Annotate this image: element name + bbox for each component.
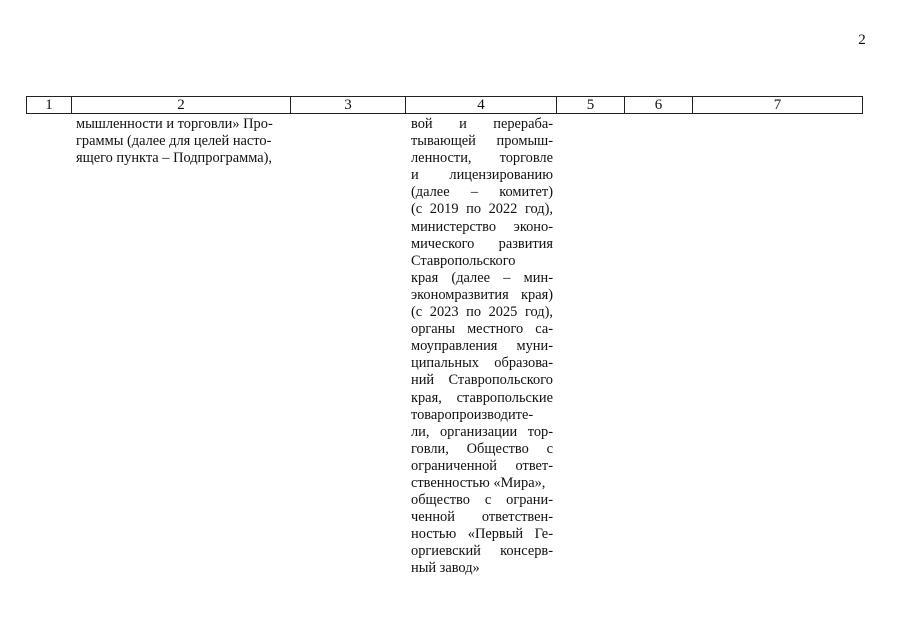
column-4-line: вой и перераба- bbox=[411, 116, 553, 132]
page-number: 2 bbox=[858, 32, 866, 48]
column-4-line: ний Ставропольского bbox=[411, 372, 553, 389]
column-4-line: органы местного са- bbox=[411, 321, 553, 338]
column-4-line: общество с ограни- bbox=[411, 492, 553, 509]
column-4-line: Ставропольского bbox=[411, 252, 516, 269]
table-column-numbers bbox=[26, 96, 863, 114]
column-number-6: 6 bbox=[625, 97, 693, 114]
column-number-4: 4 bbox=[406, 97, 557, 114]
column-4-line: ципальных образова- bbox=[411, 355, 553, 372]
column-2-line: ящего пункта – Подпрограмма), bbox=[76, 150, 273, 167]
table-header-row bbox=[27, 97, 863, 114]
column-4-line: ный завод» bbox=[411, 560, 480, 577]
column-4-line: ченной ответствен- bbox=[411, 509, 553, 526]
column-4-line: оргиевский консерв- bbox=[411, 543, 553, 560]
column-2-text bbox=[76, 116, 288, 167]
column-4-line: ностью «Первый Ге- bbox=[411, 526, 553, 543]
column-4-line: края (далее – мин- bbox=[411, 269, 553, 286]
column-4-line: говли, Общество с bbox=[411, 440, 553, 457]
column-4-text bbox=[411, 116, 553, 578]
column-4-line: и лицензированию bbox=[411, 167, 553, 184]
column-2-line: граммы (далее для целей насто- bbox=[76, 133, 272, 150]
column-4-line: министерство эконо- bbox=[411, 218, 553, 235]
column-4-line: тывающей промыш- bbox=[411, 133, 553, 150]
column-4-line: края, ставропольские bbox=[411, 389, 553, 406]
column-4-line: товаропроизводите- bbox=[411, 406, 534, 423]
column-4-line: ли, организации тор- bbox=[411, 423, 553, 440]
column-4-line: ленности, торговле bbox=[411, 150, 553, 167]
column-number-5: 5 bbox=[557, 97, 625, 114]
column-4-line: мического развития bbox=[411, 235, 553, 252]
column-number-7: 7 bbox=[693, 97, 863, 114]
column-4-line: ограниченной ответ- bbox=[411, 457, 553, 474]
column-2-line: мышленности и торговли» Про- bbox=[76, 116, 273, 132]
column-number-3: 3 bbox=[291, 97, 406, 114]
column-4-line: (далее – комитет) bbox=[411, 184, 553, 201]
column-number-2: 2 bbox=[72, 97, 291, 114]
column-number-1: 1 bbox=[27, 97, 72, 114]
column-4-line: (с 2019 по 2022 год), bbox=[411, 201, 553, 218]
column-4-line: экономразвития края) bbox=[411, 286, 553, 303]
column-4-line: (с 2023 по 2025 год), bbox=[411, 304, 553, 321]
column-4-line: моуправления муни- bbox=[411, 338, 553, 355]
column-4-line: ственностью «Мира», bbox=[411, 474, 546, 491]
